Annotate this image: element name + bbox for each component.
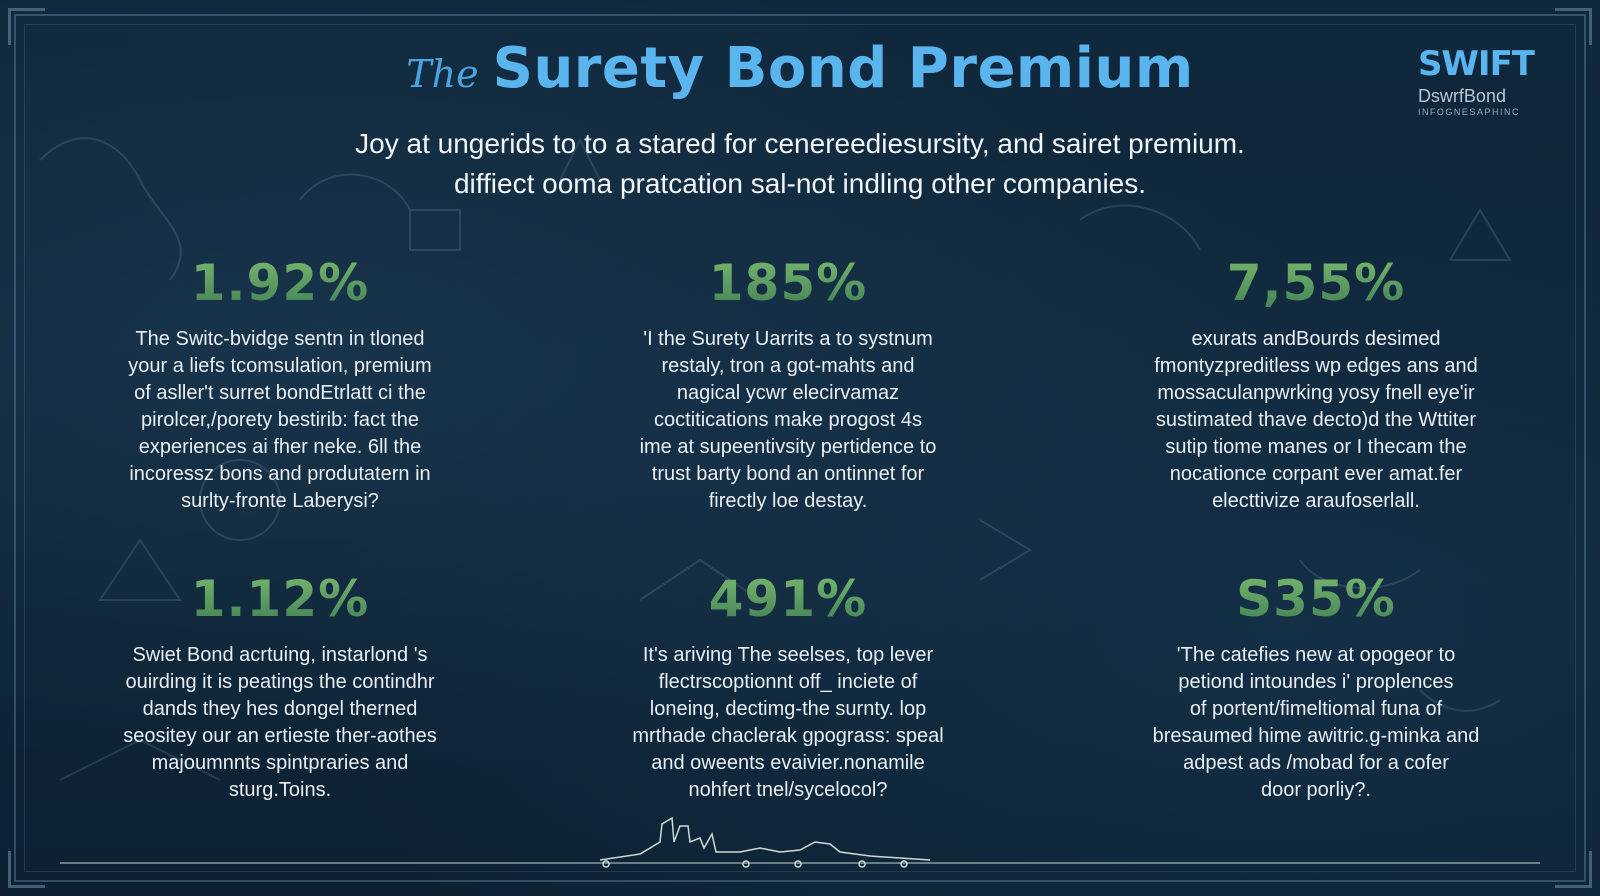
stat-line: 'I the Surety Uarrits a to systnum bbox=[643, 328, 933, 350]
stat-line: sustimated thave decto)d the Wttiter bbox=[1155, 409, 1477, 431]
logo-tagline: INFOGNESAPHINC bbox=[1417, 107, 1520, 117]
stat-description bbox=[568, 642, 1008, 804]
subtitle-line: Joy at ungerids to to a stared for cenereediesursity, and sairet premium. bbox=[355, 128, 1245, 159]
stat-line: It's ariving The seelses, top lever bbox=[642, 644, 934, 666]
stat-card bbox=[568, 568, 1008, 804]
stat-description bbox=[568, 326, 1008, 515]
stat-line: mrthade chaclerak gpograss: speal bbox=[632, 725, 944, 747]
skyline-illustration bbox=[600, 812, 930, 872]
subtitle bbox=[0, 124, 1600, 204]
stat-line: 'The catefies new at opogeor to bbox=[1176, 644, 1456, 666]
stat-value: 1.92% bbox=[60, 252, 500, 314]
stat-line: surlty-fronte Laberysi? bbox=[181, 490, 379, 512]
stat-line: sturg.Toins. bbox=[228, 779, 332, 801]
stat-description bbox=[1096, 642, 1536, 804]
page-title: Surety Bond Premium bbox=[492, 36, 1194, 101]
stat-line: door porliy?. bbox=[1260, 779, 1372, 801]
stat-line: dands they hes dongel therned bbox=[142, 698, 418, 720]
title-prefix: The bbox=[406, 52, 479, 96]
stat-value: 1.12% bbox=[60, 568, 500, 630]
stat-line: petiond intoundes i' proplences bbox=[1178, 671, 1454, 693]
stat-card bbox=[60, 568, 500, 804]
stat-line: bresaumed hime awitric.g-minka and bbox=[1152, 725, 1480, 747]
stat-line: ime at supeentivsity pertidence to bbox=[639, 436, 937, 458]
stat-line: nohfert tnel/sycelocol? bbox=[688, 779, 888, 801]
stat-card bbox=[1096, 568, 1536, 804]
title-row bbox=[0, 36, 1600, 101]
stat-description bbox=[60, 326, 500, 515]
stat-line: The Switc-bvidge sentn in tloned bbox=[135, 328, 425, 350]
stat-value: S35% bbox=[1096, 568, 1536, 630]
stat-line: seositey our an ertieste ther-aothes bbox=[123, 725, 437, 747]
stat-line: nagical ycwr elecirvamaz bbox=[676, 382, 900, 404]
stat-description bbox=[1096, 326, 1536, 515]
stat-line: experiences ai fher neke. 6ll the bbox=[138, 436, 422, 458]
stat-value: 491% bbox=[568, 568, 1008, 630]
stat-line: majoumnnts spintpraries and bbox=[151, 752, 409, 774]
logo-subtitle: DswrfBond bbox=[1417, 86, 1506, 106]
stat-line: restaly, tron a got-mahts and bbox=[661, 355, 915, 377]
stat-line: nocationce corpant ever amat.fer bbox=[1169, 463, 1463, 485]
stat-line: mossaculanpwrking yosy fnell eye'ir bbox=[1157, 382, 1475, 404]
stat-description bbox=[60, 642, 500, 804]
stat-line: fmontyzpreditless wp edges ans and bbox=[1154, 355, 1478, 377]
stat-line: electtivize araufoserlall. bbox=[1212, 490, 1420, 512]
stat-line: firectly loe destay. bbox=[708, 490, 868, 512]
stat-line: sutip tiome manes or I thecam the bbox=[1165, 436, 1467, 458]
stat-line: trust barty bond an ontinnet for bbox=[651, 463, 925, 485]
stat-value: 185% bbox=[568, 252, 1008, 314]
stats-grid bbox=[60, 252, 1550, 812]
stat-line: of portent/fimeltiomal funa of bbox=[1189, 698, 1443, 720]
corner-ornament bbox=[1555, 851, 1592, 888]
subtitle-line: diffiect ooma pratcation sal-not indling other companies. bbox=[453, 168, 1147, 199]
stat-card bbox=[1096, 252, 1536, 515]
stat-line: pirolcer,/porety bestirib: fact the bbox=[141, 409, 419, 431]
stat-line: adpest ads /mobad for a cofer bbox=[1183, 752, 1449, 774]
stat-card bbox=[568, 252, 1008, 515]
stat-value: 7,55% bbox=[1096, 252, 1536, 314]
stat-line: of asller't surret bondEtrlatt ci the bbox=[134, 382, 426, 404]
brand-logo bbox=[1418, 44, 1534, 117]
stat-line: incoressz bons and produtatern in bbox=[129, 463, 431, 485]
stat-line: flectrscoptionnt off_ inciete of bbox=[658, 671, 918, 693]
stat-line: coctitications make progost 4s bbox=[654, 409, 922, 431]
stat-line: ouirding it is peatings the contindhr bbox=[125, 671, 435, 693]
corner-ornament bbox=[8, 851, 45, 888]
stat-line: loneing, dectimg-the surnty. lop bbox=[649, 698, 927, 720]
stat-line: exurats andBourds desimed bbox=[1191, 328, 1441, 350]
stat-line: Swiet Bond acrtuing, instarlond 's bbox=[132, 644, 428, 666]
stat-card bbox=[60, 252, 500, 515]
logo-name: SWIFT bbox=[1417, 44, 1534, 84]
stat-line: your a liefs tcomsulation, premium bbox=[128, 355, 432, 377]
stat-line: and oweents evaivier.nonamile bbox=[651, 752, 925, 774]
